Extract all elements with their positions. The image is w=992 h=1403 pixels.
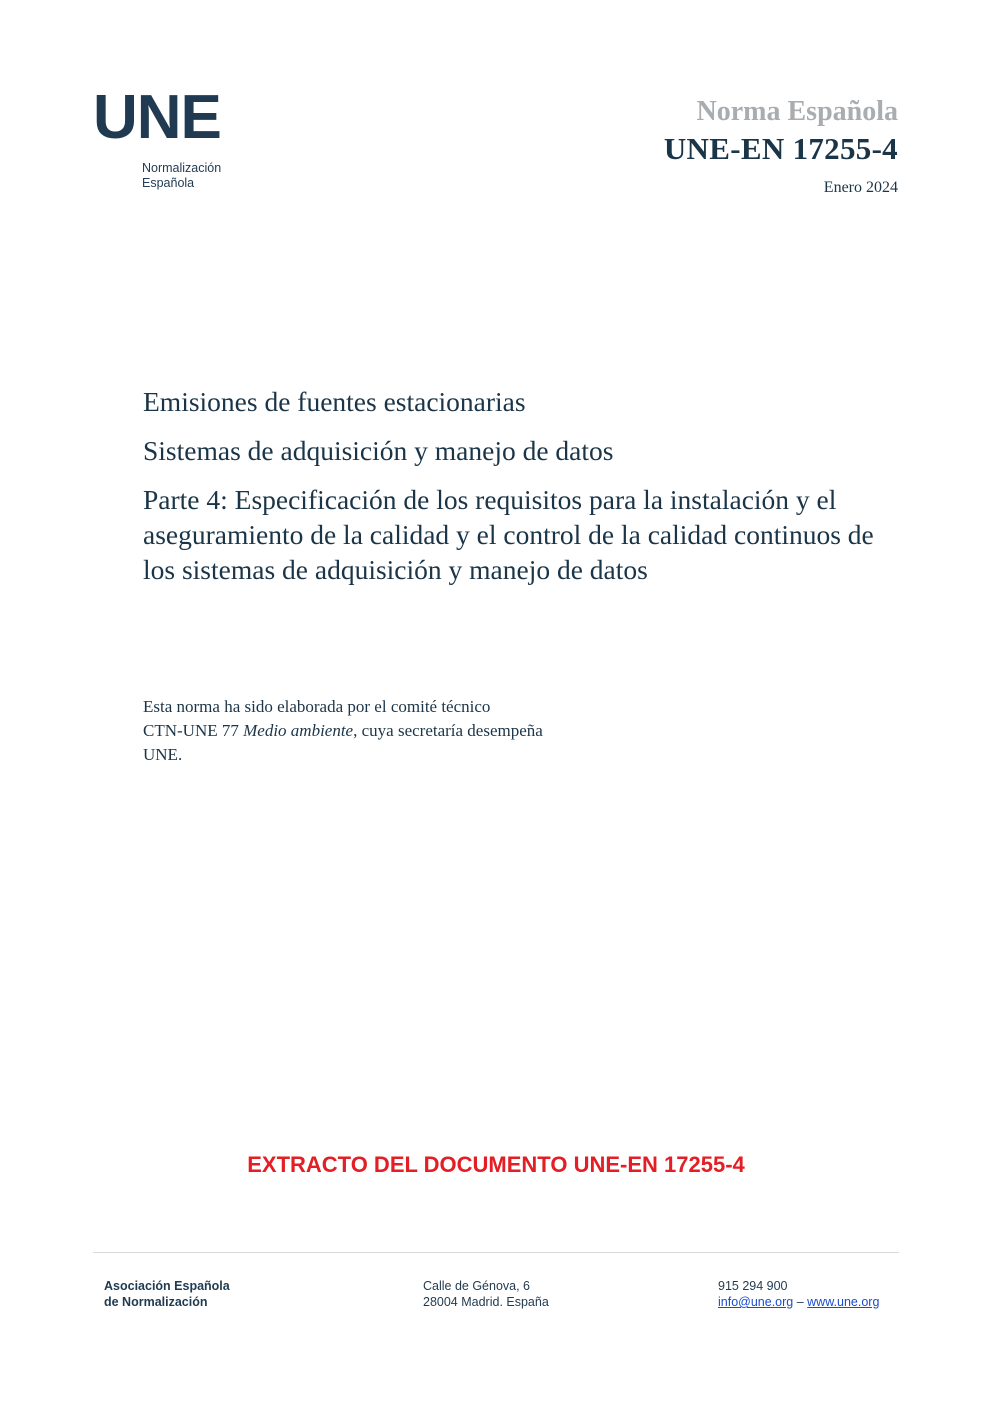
footer-org-line1: Asociación Española — [104, 1279, 230, 1293]
committee-secretariat: , cuya secretaría desempeña — [353, 721, 543, 740]
committee-code: CTN-UNE 77 — [143, 721, 244, 740]
standard-header — [664, 95, 898, 198]
standard-label: Norma Española — [696, 96, 898, 127]
website-link[interactable]: www.une.org — [807, 1295, 880, 1309]
footer-links — [718, 1294, 879, 1310]
title-part-4: Parte 4: Especificación de los requisitos para la instalación y el aseguramiento de la calidad y el control de la calidad continuos de los sistemas de adquisición y manejo de datos — [143, 484, 874, 585]
committee-name: Medio ambiente — [243, 721, 354, 740]
footer-contact — [718, 1278, 879, 1310]
logo-subtitle-line1: Normalización — [142, 161, 222, 175]
footer-org-line2: de Normalización — [104, 1295, 208, 1309]
une-logo-subtitle — [142, 161, 243, 191]
committee-statement — [143, 695, 663, 767]
footer-address — [423, 1278, 549, 1310]
une-logo-mark: UNE — [93, 83, 221, 152]
title-line-1: Emisiones de fuentes estacionarias — [143, 386, 526, 417]
une-logo — [93, 83, 243, 198]
committee-line-3: UNE. — [143, 745, 183, 764]
footer-address-line1: Calle de Génova, 6 — [423, 1279, 531, 1293]
logo-subtitle-line2: Española — [142, 176, 195, 190]
footer-phone: 915 294 900 — [718, 1279, 788, 1293]
footer-organization — [104, 1278, 230, 1310]
email-link[interactable]: info@une.org — [718, 1295, 794, 1309]
standard-date: Enero 2024 — [823, 179, 898, 196]
footer-address-line2: 28004 Madrid. España — [423, 1295, 549, 1309]
footer-divider — [93, 1252, 899, 1253]
title-line-2: Sistemas de adquisición y manejo de datos — [143, 435, 614, 466]
standard-code: UNE-EN 17255-4 — [663, 131, 898, 166]
footer-link-separator: – — [793, 1295, 808, 1309]
committee-line-2 — [143, 719, 663, 743]
committee-line-1: Esta norma ha sido elaborada por el comité técnico — [143, 697, 491, 716]
document-titles — [143, 384, 903, 587]
extract-notice: EXTRACTO DEL DOCUMENTO UNE-EN 17255-4 — [247, 1152, 745, 1177]
